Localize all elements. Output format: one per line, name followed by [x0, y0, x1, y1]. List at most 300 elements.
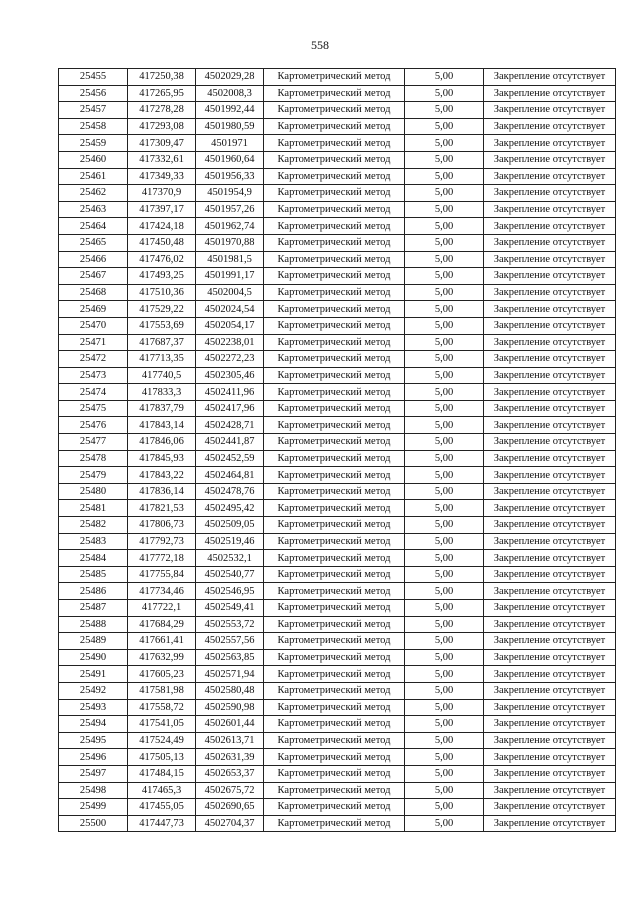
method-cell: Картометрический метод: [264, 135, 405, 152]
x-coordinate-cell: 417722,1: [128, 600, 196, 617]
x-coordinate-cell: 417792,73: [128, 533, 196, 550]
x-coordinate-cell: 417843,14: [128, 417, 196, 434]
table-row: [59, 102, 616, 119]
y-coordinate-cell: 4502428,71: [196, 417, 264, 434]
x-coordinate-cell: 417450,48: [128, 234, 196, 251]
x-coordinate-cell: 417837,79: [128, 400, 196, 417]
x-coordinate-cell: 417687,37: [128, 334, 196, 351]
x-coordinate-cell: 417370,9: [128, 185, 196, 202]
description-cell: Закрепление отсутствует: [484, 799, 616, 816]
method-cell: Картометрический метод: [264, 765, 405, 782]
point-number-cell: 25486: [59, 583, 128, 600]
x-coordinate-cell: 417836,14: [128, 483, 196, 500]
point-number-cell: 25496: [59, 749, 128, 766]
point-number-cell: 25490: [59, 649, 128, 666]
method-cell: Картометрический метод: [264, 400, 405, 417]
method-cell: Картометрический метод: [264, 185, 405, 202]
y-coordinate-cell: 4501971: [196, 135, 264, 152]
y-coordinate-cell: 4502549,41: [196, 600, 264, 617]
point-number-cell: 25495: [59, 732, 128, 749]
accuracy-cell: 5,00: [405, 500, 484, 517]
x-coordinate-cell: 417553,69: [128, 317, 196, 334]
y-coordinate-cell: 4502495,42: [196, 500, 264, 517]
table-row: [59, 815, 616, 832]
description-cell: Закрепление отсутствует: [484, 765, 616, 782]
table-row: [59, 600, 616, 617]
table-row: [59, 384, 616, 401]
description-cell: Закрепление отсутствует: [484, 566, 616, 583]
y-coordinate-cell: 4502411,96: [196, 384, 264, 401]
point-number-cell: 25458: [59, 118, 128, 135]
y-coordinate-cell: 4501954,9: [196, 185, 264, 202]
x-coordinate-cell: 417843,22: [128, 467, 196, 484]
x-coordinate-cell: 417447,73: [128, 815, 196, 832]
table-row: [59, 732, 616, 749]
description-cell: Закрепление отсутствует: [484, 467, 616, 484]
description-cell: Закрепление отсутствует: [484, 583, 616, 600]
accuracy-cell: 5,00: [405, 450, 484, 467]
method-cell: Картометрический метод: [264, 384, 405, 401]
description-cell: Закрепление отсутствует: [484, 351, 616, 368]
point-number-cell: 25500: [59, 815, 128, 832]
accuracy-cell: 5,00: [405, 682, 484, 699]
table-row: [59, 135, 616, 152]
y-coordinate-cell: 4502690,65: [196, 799, 264, 816]
description-cell: Закрепление отсутствует: [484, 666, 616, 683]
point-number-cell: 25499: [59, 799, 128, 816]
table-row: [59, 517, 616, 534]
point-number-cell: 25479: [59, 467, 128, 484]
description-cell: Закрепление отсутствует: [484, 649, 616, 666]
accuracy-cell: 5,00: [405, 334, 484, 351]
description-cell: Закрепление отсутствует: [484, 517, 616, 534]
method-cell: Картометрический метод: [264, 151, 405, 168]
description-cell: Закрепление отсутствует: [484, 251, 616, 268]
point-number-cell: 25494: [59, 716, 128, 733]
table-row: [59, 633, 616, 650]
x-coordinate-cell: 417772,18: [128, 550, 196, 567]
method-cell: Картометрический метод: [264, 467, 405, 484]
description-cell: Закрепление отсутствует: [484, 483, 616, 500]
point-number-cell: 25466: [59, 251, 128, 268]
method-cell: Картометрический метод: [264, 782, 405, 799]
x-coordinate-cell: 417632,99: [128, 649, 196, 666]
y-coordinate-cell: 4502675,72: [196, 782, 264, 799]
y-coordinate-cell: 4502008,3: [196, 85, 264, 102]
point-number-cell: 25457: [59, 102, 128, 119]
table-row: [59, 782, 616, 799]
table-row: [59, 450, 616, 467]
method-cell: Картометрический метод: [264, 682, 405, 699]
method-cell: Картометрический метод: [264, 533, 405, 550]
accuracy-cell: 5,00: [405, 749, 484, 766]
y-coordinate-cell: 4502238,01: [196, 334, 264, 351]
accuracy-cell: 5,00: [405, 268, 484, 285]
point-number-cell: 25489: [59, 633, 128, 650]
table-row: [59, 500, 616, 517]
method-cell: Картометрический метод: [264, 218, 405, 235]
y-coordinate-cell: 4502653,37: [196, 765, 264, 782]
table-row: [59, 649, 616, 666]
description-cell: Закрепление отсутствует: [484, 699, 616, 716]
table-row: [59, 699, 616, 716]
method-cell: Картометрический метод: [264, 749, 405, 766]
point-number-cell: 25480: [59, 483, 128, 500]
description-cell: Закрепление отсутствует: [484, 616, 616, 633]
accuracy-cell: 5,00: [405, 102, 484, 119]
x-coordinate-cell: 417493,25: [128, 268, 196, 285]
method-cell: Картометрический метод: [264, 550, 405, 567]
y-coordinate-cell: 4502478,76: [196, 483, 264, 500]
point-number-cell: 25478: [59, 450, 128, 467]
description-cell: Закрепление отсутствует: [484, 185, 616, 202]
table-row: [59, 434, 616, 451]
table-row: [59, 483, 616, 500]
x-coordinate-cell: 417250,38: [128, 69, 196, 86]
method-cell: Картометрический метод: [264, 351, 405, 368]
point-number-cell: 25474: [59, 384, 128, 401]
accuracy-cell: 5,00: [405, 517, 484, 534]
x-coordinate-cell: 417755,84: [128, 566, 196, 583]
accuracy-cell: 5,00: [405, 782, 484, 799]
x-coordinate-cell: 417740,5: [128, 367, 196, 384]
method-cell: Картометрический метод: [264, 799, 405, 816]
table-row: [59, 234, 616, 251]
x-coordinate-cell: 417278,28: [128, 102, 196, 119]
table-row: [59, 251, 616, 268]
y-coordinate-cell: 4502509,05: [196, 517, 264, 534]
y-coordinate-cell: 4501970,88: [196, 234, 264, 251]
accuracy-cell: 5,00: [405, 533, 484, 550]
point-number-cell: 25464: [59, 218, 128, 235]
accuracy-cell: 5,00: [405, 384, 484, 401]
description-cell: Закрепление отсутствует: [484, 102, 616, 119]
y-coordinate-cell: 4502563,85: [196, 649, 264, 666]
table-row: [59, 69, 616, 86]
y-coordinate-cell: 4502540,77: [196, 566, 264, 583]
x-coordinate-cell: 417309,47: [128, 135, 196, 152]
method-cell: Картометрический метод: [264, 284, 405, 301]
description-cell: Закрепление отсутствует: [484, 815, 616, 832]
accuracy-cell: 5,00: [405, 185, 484, 202]
y-coordinate-cell: 4502546,95: [196, 583, 264, 600]
x-coordinate-cell: 417806,73: [128, 517, 196, 534]
description-cell: Закрепление отсутствует: [484, 151, 616, 168]
accuracy-cell: 5,00: [405, 633, 484, 650]
method-cell: Картометрический метод: [264, 367, 405, 384]
point-number-cell: 25498: [59, 782, 128, 799]
accuracy-cell: 5,00: [405, 168, 484, 185]
table-row: [59, 118, 616, 135]
description-cell: Закрепление отсутствует: [484, 334, 616, 351]
y-coordinate-cell: 4502029,28: [196, 69, 264, 86]
x-coordinate-cell: 417510,36: [128, 284, 196, 301]
accuracy-cell: 5,00: [405, 251, 484, 268]
accuracy-cell: 5,00: [405, 135, 484, 152]
point-number-cell: 25459: [59, 135, 128, 152]
description-cell: Закрепление отсутствует: [484, 450, 616, 467]
method-cell: Картометрический метод: [264, 417, 405, 434]
description-cell: Закрепление отсутствует: [484, 600, 616, 617]
point-number-cell: 25460: [59, 151, 128, 168]
method-cell: Картометрический метод: [264, 450, 405, 467]
accuracy-cell: 5,00: [405, 218, 484, 235]
method-cell: Картометрический метод: [264, 483, 405, 500]
point-number-cell: 25492: [59, 682, 128, 699]
accuracy-cell: 5,00: [405, 716, 484, 733]
table-row: [59, 351, 616, 368]
description-cell: Закрепление отсутствует: [484, 434, 616, 451]
description-cell: Закрепление отсутствует: [484, 550, 616, 567]
accuracy-cell: 5,00: [405, 699, 484, 716]
y-coordinate-cell: 4501956,33: [196, 168, 264, 185]
x-coordinate-cell: 417476,02: [128, 251, 196, 268]
method-cell: Картометрический метод: [264, 168, 405, 185]
accuracy-cell: 5,00: [405, 434, 484, 451]
description-cell: Закрепление отсутствует: [484, 417, 616, 434]
method-cell: Картометрический метод: [264, 666, 405, 683]
table-row: [59, 218, 616, 235]
accuracy-cell: 5,00: [405, 616, 484, 633]
x-coordinate-cell: 417349,33: [128, 168, 196, 185]
point-number-cell: 25485: [59, 566, 128, 583]
table-row: [59, 168, 616, 185]
y-coordinate-cell: 4502024,54: [196, 301, 264, 318]
x-coordinate-cell: 417684,29: [128, 616, 196, 633]
x-coordinate-cell: 417541,05: [128, 716, 196, 733]
point-number-cell: 25470: [59, 317, 128, 334]
x-coordinate-cell: 417833,3: [128, 384, 196, 401]
y-coordinate-cell: 4502553,72: [196, 616, 264, 633]
method-cell: Картометрический метод: [264, 566, 405, 583]
description-cell: Закрепление отсутствует: [484, 400, 616, 417]
point-number-cell: 25472: [59, 351, 128, 368]
y-coordinate-cell: 4502580,48: [196, 682, 264, 699]
x-coordinate-cell: 417397,17: [128, 201, 196, 218]
description-cell: Закрепление отсутствует: [484, 317, 616, 334]
x-coordinate-cell: 417845,93: [128, 450, 196, 467]
method-cell: Картометрический метод: [264, 317, 405, 334]
accuracy-cell: 5,00: [405, 732, 484, 749]
x-coordinate-cell: 417424,18: [128, 218, 196, 235]
y-coordinate-cell: 4502004,5: [196, 284, 264, 301]
point-number-cell: 25471: [59, 334, 128, 351]
method-cell: Картометрический метод: [264, 118, 405, 135]
table-row: [59, 749, 616, 766]
y-coordinate-cell: 4502704,37: [196, 815, 264, 832]
description-cell: Закрепление отсутствует: [484, 782, 616, 799]
point-number-cell: 25462: [59, 185, 128, 202]
x-coordinate-cell: 417846,06: [128, 434, 196, 451]
y-coordinate-cell: 4502272,23: [196, 351, 264, 368]
accuracy-cell: 5,00: [405, 765, 484, 782]
accuracy-cell: 5,00: [405, 483, 484, 500]
x-coordinate-cell: 417661,41: [128, 633, 196, 650]
description-cell: Закрепление отсутствует: [484, 218, 616, 235]
description-cell: Закрепление отсутствует: [484, 749, 616, 766]
accuracy-cell: 5,00: [405, 400, 484, 417]
method-cell: Картометрический метод: [264, 434, 405, 451]
accuracy-cell: 5,00: [405, 467, 484, 484]
description-cell: Закрепление отсутствует: [484, 69, 616, 86]
page-number: 558: [311, 38, 329, 52]
point-number-cell: 25481: [59, 500, 128, 517]
method-cell: Картометрический метод: [264, 616, 405, 633]
y-coordinate-cell: 4502452,59: [196, 450, 264, 467]
method-cell: Картометрический метод: [264, 500, 405, 517]
x-coordinate-cell: 417265,95: [128, 85, 196, 102]
point-number-cell: 25493: [59, 699, 128, 716]
accuracy-cell: 5,00: [405, 566, 484, 583]
y-coordinate-cell: 4501981,5: [196, 251, 264, 268]
y-coordinate-cell: 4502590,98: [196, 699, 264, 716]
table-row: [59, 550, 616, 567]
x-coordinate-cell: 417581,98: [128, 682, 196, 699]
table-row: [59, 201, 616, 218]
point-number-cell: 25467: [59, 268, 128, 285]
point-number-cell: 25483: [59, 533, 128, 550]
accuracy-cell: 5,00: [405, 351, 484, 368]
coordinates-table: [58, 68, 616, 832]
description-cell: Закрепление отсутствует: [484, 716, 616, 733]
point-number-cell: 25473: [59, 367, 128, 384]
coordinates-table-body: [59, 69, 616, 832]
method-cell: Картометрический метод: [264, 699, 405, 716]
method-cell: Картометрический метод: [264, 301, 405, 318]
point-number-cell: 25487: [59, 600, 128, 617]
method-cell: Картометрический метод: [264, 583, 405, 600]
accuracy-cell: 5,00: [405, 69, 484, 86]
point-number-cell: 25491: [59, 666, 128, 683]
point-number-cell: 25488: [59, 616, 128, 633]
table-row: [59, 566, 616, 583]
description-cell: Закрепление отсутствует: [484, 201, 616, 218]
y-coordinate-cell: 4502613,71: [196, 732, 264, 749]
table-row: [59, 367, 616, 384]
table-row: [59, 583, 616, 600]
accuracy-cell: 5,00: [405, 284, 484, 301]
description-cell: Закрепление отсутствует: [484, 135, 616, 152]
x-coordinate-cell: 417734,46: [128, 583, 196, 600]
description-cell: Закрепление отсутствует: [484, 118, 616, 135]
accuracy-cell: 5,00: [405, 417, 484, 434]
accuracy-cell: 5,00: [405, 815, 484, 832]
method-cell: Картометрический метод: [264, 102, 405, 119]
x-coordinate-cell: 417332,61: [128, 151, 196, 168]
table-row: [59, 533, 616, 550]
point-number-cell: 25468: [59, 284, 128, 301]
accuracy-cell: 5,00: [405, 550, 484, 567]
y-coordinate-cell: 4502441,87: [196, 434, 264, 451]
y-coordinate-cell: 4501992,44: [196, 102, 264, 119]
method-cell: Картометрический метод: [264, 268, 405, 285]
table-row: [59, 151, 616, 168]
method-cell: Картометрический метод: [264, 815, 405, 832]
y-coordinate-cell: 4501991,17: [196, 268, 264, 285]
description-cell: Закрепление отсутствует: [484, 284, 616, 301]
description-cell: Закрепление отсутствует: [484, 268, 616, 285]
table-row: [59, 301, 616, 318]
method-cell: Картометрический метод: [264, 716, 405, 733]
point-number-cell: 25463: [59, 201, 128, 218]
method-cell: Картометрический метод: [264, 85, 405, 102]
description-cell: Закрепление отсутствует: [484, 234, 616, 251]
accuracy-cell: 5,00: [405, 649, 484, 666]
y-coordinate-cell: 4501957,26: [196, 201, 264, 218]
table-row: [59, 400, 616, 417]
y-coordinate-cell: 4501962,74: [196, 218, 264, 235]
point-number-cell: 25455: [59, 69, 128, 86]
description-cell: Закрепление отсутствует: [484, 384, 616, 401]
table-row: [59, 682, 616, 699]
accuracy-cell: 5,00: [405, 301, 484, 318]
method-cell: Картометрический метод: [264, 334, 405, 351]
point-number-cell: 25475: [59, 400, 128, 417]
table-row: [59, 765, 616, 782]
description-cell: Закрепление отсутствует: [484, 85, 616, 102]
description-cell: Закрепление отсутствует: [484, 633, 616, 650]
table-row: [59, 85, 616, 102]
point-number-cell: 25484: [59, 550, 128, 567]
point-number-cell: 25476: [59, 417, 128, 434]
x-coordinate-cell: 417713,35: [128, 351, 196, 368]
x-coordinate-cell: 417293,08: [128, 118, 196, 135]
method-cell: Картометрический метод: [264, 69, 405, 86]
y-coordinate-cell: 4502557,56: [196, 633, 264, 650]
x-coordinate-cell: 417605,23: [128, 666, 196, 683]
table-row: [59, 666, 616, 683]
description-cell: Закрепление отсутствует: [484, 168, 616, 185]
accuracy-cell: 5,00: [405, 201, 484, 218]
x-coordinate-cell: 417505,13: [128, 749, 196, 766]
y-coordinate-cell: 4502417,96: [196, 400, 264, 417]
table-row: [59, 799, 616, 816]
table-row: [59, 185, 616, 202]
y-coordinate-cell: 4501980,59: [196, 118, 264, 135]
point-number-cell: 25456: [59, 85, 128, 102]
x-coordinate-cell: 417558,72: [128, 699, 196, 716]
y-coordinate-cell: 4502631,39: [196, 749, 264, 766]
description-cell: Закрепление отсутствует: [484, 301, 616, 318]
x-coordinate-cell: 417821,53: [128, 500, 196, 517]
table-row: [59, 716, 616, 733]
point-number-cell: 25465: [59, 234, 128, 251]
x-coordinate-cell: 417524,49: [128, 732, 196, 749]
accuracy-cell: 5,00: [405, 85, 484, 102]
y-coordinate-cell: 4502305,46: [196, 367, 264, 384]
table-row: [59, 317, 616, 334]
table-row: [59, 417, 616, 434]
point-number-cell: 25461: [59, 168, 128, 185]
method-cell: Картометрический метод: [264, 251, 405, 268]
point-number-cell: 25482: [59, 517, 128, 534]
method-cell: Картометрический метод: [264, 600, 405, 617]
x-coordinate-cell: 417484,15: [128, 765, 196, 782]
method-cell: Картометрический метод: [264, 201, 405, 218]
description-cell: Закрепление отсутствует: [484, 533, 616, 550]
method-cell: Картометрический метод: [264, 633, 405, 650]
table-row: [59, 616, 616, 633]
accuracy-cell: 5,00: [405, 583, 484, 600]
y-coordinate-cell: 4502571,94: [196, 666, 264, 683]
x-coordinate-cell: 417465,3: [128, 782, 196, 799]
method-cell: Картометрический метод: [264, 234, 405, 251]
y-coordinate-cell: 4502601,44: [196, 716, 264, 733]
y-coordinate-cell: 4501960,64: [196, 151, 264, 168]
description-cell: Закрепление отсутствует: [484, 732, 616, 749]
x-coordinate-cell: 417455,05: [128, 799, 196, 816]
method-cell: Картометрический метод: [264, 649, 405, 666]
